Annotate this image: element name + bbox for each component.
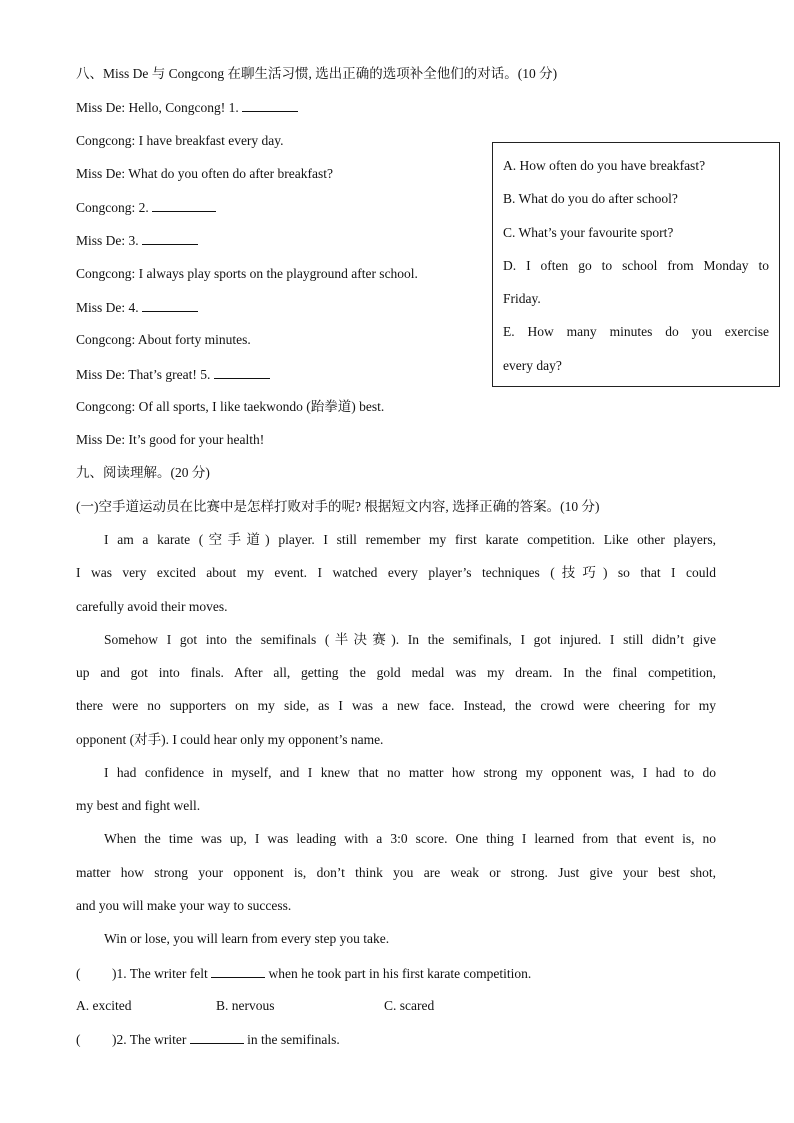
question-text: The writer felt bbox=[129, 966, 208, 981]
speaker: Miss De: bbox=[76, 432, 126, 447]
question-text: The writer bbox=[129, 1032, 187, 1047]
answer-paren-open[interactable]: ( bbox=[76, 966, 81, 981]
passage-line: I am a karate (空手道) player. I still remember my first karate competition. Like other players, bbox=[104, 532, 716, 547]
question-1 bbox=[76, 963, 531, 984]
answer-blank-3[interactable] bbox=[142, 230, 198, 245]
utterance: Hello, Congcong! 1. bbox=[128, 100, 239, 115]
options-box bbox=[492, 142, 780, 387]
dialogue-line-5 bbox=[76, 230, 198, 251]
dialogue-line-11 bbox=[76, 430, 264, 450]
dialogue-line-9 bbox=[76, 364, 270, 385]
passage-line: I was very excited about my event. I watched every player’s techniques (技巧) so that I could bbox=[76, 565, 716, 580]
passage-line: my best and fight well. bbox=[76, 798, 201, 813]
question-2 bbox=[76, 1029, 340, 1050]
dialogue-line-3 bbox=[76, 164, 333, 184]
q1-option-b[interactable]: B. nervous bbox=[216, 998, 275, 1013]
question-number: )2. bbox=[112, 1032, 127, 1047]
dialogue-line-4 bbox=[76, 197, 216, 218]
dialogue-line-6 bbox=[76, 264, 418, 284]
speaker: Miss De: bbox=[76, 100, 126, 115]
answer-paren-open[interactable]: ( bbox=[76, 1032, 81, 1047]
section-9-heading: 九、阅读理解。(20 分) bbox=[76, 465, 210, 480]
passage-line: matter how strong your opponent is, don’t think you are weak or strong. Just give your best shot, bbox=[76, 865, 716, 880]
section-9-sub-heading: (一)空手道运动员在比赛中是怎样打败对手的呢? 根据短文内容, 选择正确的答案。(10 分) bbox=[76, 499, 600, 514]
passage-line: up and got into finals. After all, getting the gold medal was my dream. In the final competition, bbox=[76, 665, 716, 680]
passage-line: Win or lose, you will learn from every step you take. bbox=[104, 931, 390, 946]
option-e-continued: every day? bbox=[503, 358, 562, 373]
speaker: Congcong: bbox=[76, 332, 136, 347]
answer-blank-2[interactable] bbox=[152, 197, 216, 212]
answer-blank-1[interactable] bbox=[242, 97, 298, 112]
passage-line: Somehow I got into the semifinals (半决赛). In the semifinals, I got injured. I still didn’t give bbox=[104, 632, 716, 647]
speaker: Miss De: bbox=[76, 233, 126, 248]
speaker: Miss De: bbox=[76, 367, 126, 382]
passage-line: When the time was up, I was leading with a 3:0 score. One thing I learned from that event is, no bbox=[104, 831, 716, 846]
dialogue-line-7 bbox=[76, 297, 198, 318]
option-d: D. I often go to school from Monday to bbox=[503, 258, 769, 273]
utterance: That’s great! 5. bbox=[128, 367, 211, 382]
utterance: 2. bbox=[138, 200, 149, 215]
question-number: )1. bbox=[112, 966, 127, 981]
speaker: Congcong: bbox=[76, 266, 136, 281]
option-a: A. How often do you have breakfast? bbox=[503, 158, 706, 173]
utterance: Of all sports, I like taekwondo (跆拳道) best. bbox=[138, 399, 385, 414]
option-e: E. How many minutes do you exercise bbox=[503, 324, 769, 339]
passage-line: and you will make your way to success. bbox=[76, 898, 292, 913]
question-blank[interactable] bbox=[211, 963, 265, 978]
q1-option-a[interactable]: A. excited bbox=[76, 998, 132, 1013]
utterance: I have breakfast every day. bbox=[138, 133, 284, 148]
speaker: Miss De: bbox=[76, 166, 126, 181]
utterance: I always play sports on the playground after school. bbox=[138, 266, 418, 281]
utterance: 4. bbox=[128, 300, 139, 315]
question-text: when he took part in his first karate competition. bbox=[268, 966, 532, 981]
passage-line: I had confidence in myself, and I knew that no matter how strong my opponent was, I had to do bbox=[104, 765, 716, 780]
dialogue-line-2 bbox=[76, 131, 284, 151]
dialogue-line-8 bbox=[76, 330, 251, 350]
utterance: It’s good for your health! bbox=[128, 432, 265, 447]
speaker: Congcong: bbox=[76, 200, 136, 215]
utterance: 3. bbox=[128, 233, 139, 248]
speaker: Congcong: bbox=[76, 133, 136, 148]
utterance: About forty minutes. bbox=[137, 332, 251, 347]
option-c: C. What’s your favourite sport? bbox=[503, 225, 674, 240]
q1-option-c[interactable]: C. scared bbox=[384, 998, 435, 1013]
answer-blank-5[interactable] bbox=[214, 364, 270, 379]
answer-blank-4[interactable] bbox=[142, 297, 198, 312]
passage-line: there were no supporters on my side, as I was a new face. Instead, the crowd were cheering for my bbox=[76, 698, 716, 713]
dialogue-line-10 bbox=[76, 397, 384, 417]
option-b: B. What do you do after school? bbox=[503, 191, 678, 206]
question-blank[interactable] bbox=[190, 1029, 244, 1044]
option-d-continued: Friday. bbox=[503, 291, 541, 306]
section-8-heading: 八、Miss De 与 Congcong 在聊生活习惯, 选出正确的选项补全他们的对话。(10 分) bbox=[76, 66, 558, 81]
passage-line: carefully avoid their moves. bbox=[76, 599, 228, 614]
dialogue-line-1 bbox=[76, 97, 298, 118]
utterance: What do you often do after breakfast? bbox=[128, 166, 333, 181]
question-text: in the semifinals. bbox=[247, 1032, 340, 1047]
speaker: Congcong: bbox=[76, 399, 136, 414]
passage-line: opponent (对手). I could hear only my opponent’s name. bbox=[76, 732, 384, 747]
speaker: Miss De: bbox=[76, 300, 126, 315]
